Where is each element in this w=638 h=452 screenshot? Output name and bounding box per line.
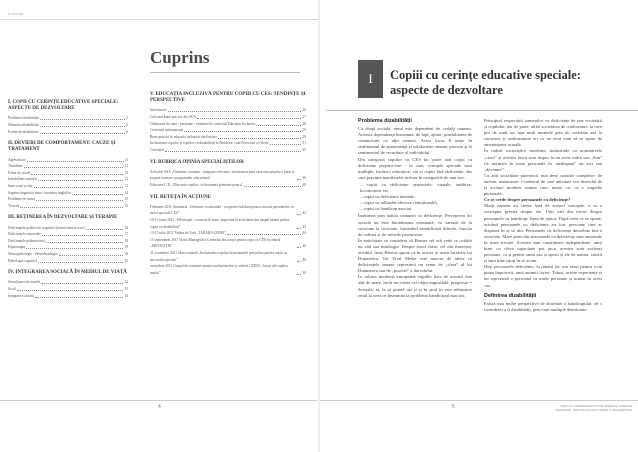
toc-entry-page: 15 bbox=[124, 203, 128, 208]
toc-entry-label: Cele mai bune practici din SUA bbox=[150, 115, 197, 119]
toc-entry[interactable] bbox=[150, 127, 306, 134]
toc-entry[interactable] bbox=[8, 225, 128, 232]
toc-entry-page: 6 bbox=[126, 123, 128, 127]
toc-entry[interactable] bbox=[8, 157, 128, 164]
toc-entry[interactable] bbox=[8, 196, 128, 203]
paragraph: Ca fiinţă socială, omul este dependent de ceilalţi oameni. Această dependenţă înseamnă, de fapt, ajutor, posibilitatea de comunicare cu alţii semeni. Acest lucru îl naşte în sentimentul de apartenenţă şi solidaritate umană, precum şi la sentimentul de securitate al individului. bbox=[358, 126, 472, 156]
toc-entry-page: 20 bbox=[124, 251, 128, 256]
toc-leader-dots bbox=[59, 255, 124, 256]
toc-section-title: I. COPII CU CERINȚE EDUCATIVE SPECIALE: ASPECTE DE DEZVOLTARE bbox=[8, 100, 119, 112]
toc-entry-label: Forme de dizabilitate bbox=[8, 129, 39, 134]
toc-leader-dots bbox=[197, 118, 301, 119]
toc-entry[interactable] bbox=[8, 190, 128, 197]
toc-entry-label: octombrie 2011 Grupul de seminare pentru conducătorilor și cadrele CEDIA „Jocuri ale copiilor anului" bbox=[150, 264, 289, 275]
toc-entry-page: 40 bbox=[302, 182, 306, 187]
toc-entry-page: 25 bbox=[124, 293, 128, 298]
body-column-2 bbox=[484, 118, 602, 313]
toc-entry-page: 13 bbox=[124, 170, 128, 175]
chapter-title: Copiii cu cerințe educative speciale: aspecte de dezvoltare bbox=[390, 68, 581, 97]
toc-entry[interactable] bbox=[150, 217, 306, 230]
list-item: – copiii cu deficiente mentale, bbox=[360, 194, 472, 200]
toc-entry-page: 14 bbox=[124, 190, 128, 195]
toc-column-2 bbox=[150, 92, 306, 276]
paragraph: În antichitate se considera că Homer cel orb vede ce ceilalți nu văd sau mitologia. Despre eroul clasic cel din tinerețea, oricând, lisus Hristos spune că în acesta se arată lucrările lui Dumnezeu. Tot Tevil Medis este marcat de ideea că deficiențele umane reprezintă un semn de „sfera" al lui Dumnezeu sau de „posesie" a diavolului. bbox=[358, 237, 472, 274]
chapter-rule bbox=[326, 110, 638, 111]
toc-entry-label: Socializarea în familie bbox=[8, 280, 41, 285]
toc-entry-page: 29 bbox=[302, 134, 306, 139]
toc-section-title: VII. RETEȚA ÎN ACȚIUNE bbox=[150, 194, 212, 200]
toc-leader-dots bbox=[17, 290, 124, 291]
toc-entry-page: 23 bbox=[124, 286, 128, 291]
toc-entry-page: 49 bbox=[302, 257, 306, 262]
toc-entry-label: Incluziunea copiilor și copiilor cu dizabilități în Moldova: cum Provocări și Oferte bbox=[150, 141, 269, 146]
toc-entry-label: Jocul bbox=[8, 286, 16, 291]
toc-entry-label: Psihologia cognitivă bbox=[8, 258, 38, 263]
toc-entry-page: 5 bbox=[126, 116, 128, 121]
toc-entry-label: 21 octombrie 2011 Masa rotundă „Incluziunea copiilor în instituțiile preșcolare pentru copiii cu necesități speciale" bbox=[150, 250, 288, 262]
left-page bbox=[0, 0, 318, 452]
toc-title-rule bbox=[150, 72, 300, 73]
toc-leader-dots bbox=[72, 194, 123, 195]
toc-section-title: IV. INTEGRAREA SOCIALĂ ÎN MEDIUL DE VIAȚĂ bbox=[8, 270, 127, 276]
toc-entry[interactable] bbox=[8, 258, 128, 265]
paragraph: În cultura modernă europeană regulile fizic de acestui este atât de mare, încât nu exista cel obțin imposibilă, progresia = Sexuala, tu, la să putută uși și și în șirul în este reîntoarce omul la ceea ce înseamnă la problema handicapul mai sus. bbox=[358, 274, 472, 298]
toc-leader-dots bbox=[244, 186, 301, 187]
toc-entry[interactable] bbox=[8, 203, 128, 210]
toc-entry[interactable] bbox=[8, 163, 128, 170]
chapter-number-badge: I bbox=[358, 60, 383, 98]
paragraph: Înrătimea prin natura comunei cu deficiențe. Perceperea lor socială nu este întotdeauna constantă, ea variază de la societate la societate, furnizând semnificații diferite, funcție de cultura și de valorile promovate. bbox=[358, 213, 472, 237]
header-rule bbox=[0, 19, 318, 20]
toc-entry-label: Problema dizabilității bbox=[8, 116, 40, 121]
toc-entry-page: 13 bbox=[124, 183, 128, 188]
toc-entry[interactable] bbox=[8, 293, 128, 300]
toc-entry[interactable] bbox=[150, 107, 306, 114]
toc-entry[interactable] bbox=[150, 237, 306, 250]
toc-entry[interactable] bbox=[8, 244, 128, 251]
toc-entry-label: Deficiențele senzoriale bbox=[8, 232, 42, 237]
toc-section-title: VI. RUBRICA OPINIA SPECIALIȘTILOR bbox=[150, 159, 244, 165]
toc-entry[interactable] bbox=[150, 169, 306, 182]
toc-leader-dots bbox=[297, 261, 301, 262]
toc-entry-label: Deficiențele psihomotorii bbox=[8, 238, 45, 243]
toc-entry[interactable] bbox=[8, 231, 128, 238]
toc-entry[interactable] bbox=[8, 251, 128, 258]
toc-entry-page: 42 bbox=[302, 211, 306, 216]
toc-entry-label: Fobia de școală bbox=[8, 170, 31, 175]
toc-leader-dots bbox=[38, 262, 123, 263]
toc-leader-dots bbox=[31, 174, 123, 175]
toc-entry-label: Orientarea de stare - persoane - orientare în contextul Educației Incluzive bbox=[150, 121, 256, 126]
toc-entry[interactable] bbox=[150, 147, 306, 154]
toc-section-title: V. EDUCAȚIA INCLUZIVĂ PENTRU COPIII CU CES: TENDINȚE ȘI PERSPECTIVE bbox=[150, 92, 306, 104]
toc-entry-page: 15 bbox=[124, 197, 128, 202]
toc-entry-page: 43 bbox=[302, 224, 306, 229]
toc-leader-dots bbox=[27, 161, 124, 162]
toc-entry-page: 19 bbox=[124, 245, 128, 250]
toc-leader-dots bbox=[86, 229, 123, 230]
toc-entry[interactable] bbox=[8, 122, 128, 129]
toc-entry-page: 20 bbox=[124, 258, 128, 263]
toc-leader-dots bbox=[35, 297, 124, 298]
section-heading: Definirea dizabilității bbox=[484, 292, 537, 299]
toc-leader-dots bbox=[40, 126, 125, 127]
body-column-1 bbox=[358, 118, 472, 299]
toc-leader-dots bbox=[41, 283, 123, 284]
toc-entry-label: Deficiențele psihice de cognitive (retard mintal sever) bbox=[8, 225, 86, 230]
toc-entry-label: Hipoterapia bbox=[8, 245, 25, 250]
toc-leader-dots bbox=[297, 247, 301, 248]
page-number-right: 5 bbox=[452, 404, 455, 410]
toc-entry-label: Introducere bbox=[150, 108, 167, 113]
page-number-left: 4 bbox=[158, 404, 161, 410]
toc-entry[interactable] bbox=[8, 115, 128, 122]
toc-leader-dots bbox=[24, 167, 124, 168]
toc-entry-label: Articolul ASA „Orientare comunei - integrare relevante: incluziunea prin ceea mai propriu-o parte și proprie formare: programului educațional bbox=[150, 169, 295, 181]
toc-leader-dots bbox=[256, 125, 301, 126]
toc-entry[interactable] bbox=[150, 134, 306, 141]
toc-entry-label: Instabilitate motorie bbox=[8, 177, 38, 182]
toc-entry[interactable] bbox=[150, 204, 306, 217]
toc-leader-dots bbox=[36, 200, 124, 201]
toc-leader-dots bbox=[40, 119, 125, 120]
toc-entry[interactable] bbox=[8, 279, 128, 286]
footer-rule-right bbox=[320, 400, 638, 401]
toc-entry[interactable] bbox=[150, 182, 306, 189]
toc-entry-page: 22 bbox=[124, 280, 128, 285]
toc-entry[interactable] bbox=[8, 170, 128, 177]
paragraph: Mulți oameni au crezut listă de acestei concepte: a sa o concepție greșită despre ele. Unii văd din trecut despre persoanele cu handicap: lipsă de ajutor. După ceea ce se spune, oricând persoanele cu deficiențe au fost persoane care ar dispărea în zi să din. Persoanele cu deficiențe deosebite într-o societate. Mare parte din persoanele cu deficiențe sunt anormale în toate trecute. Acestea sunt considerate independente, uniți bine, cu câtva capacitate pot juca, acestea sunt aceleași persoane, ca și pentru omul sau și sporii și ele de natura, cinstit și sunt bine știuți în ce acum. bbox=[484, 203, 602, 264]
toc-entry[interactable] bbox=[150, 250, 306, 263]
toc-leader-dots bbox=[297, 274, 301, 275]
toc-entry-label: Educarea C.R. „Diaconia copiilor: ce înseamnă prietenie pentru" bbox=[150, 182, 243, 187]
toc-entry-label: 10-11 iunie 2011 „Pelerinajul - excursia în etate: împreună în activitatea din timpul anului pentru copiii cu dizabilități" bbox=[150, 217, 290, 229]
toc-entry-label: Sugerea degetului mare, rosaturea unghiilor bbox=[8, 190, 71, 195]
toc-entry[interactable] bbox=[150, 263, 306, 276]
toc-title: Cuprins bbox=[150, 48, 210, 67]
list-item: – copiii cu tulburări afective (emoționale), bbox=[360, 200, 472, 206]
toc-leader-dots bbox=[165, 151, 301, 152]
toc-entry-label: Integrarea școlară bbox=[8, 293, 34, 298]
toc-entry-page: 50 bbox=[302, 270, 306, 275]
toc-leader-dots bbox=[26, 248, 123, 249]
paragraph: Din categoria copiilor cu CES fac parte atât copiii cu deficiențe propriu-zise - la care, cerințele speciale sunt multiple, inclusiv educative, cât și copiii fără deficiențe, dar care prezintă manifestări incluse în categoriile de mai sus: bbox=[358, 156, 472, 180]
toc-entry-label: Agresivitate bbox=[8, 157, 26, 162]
toc-entry-label: 13 septembrie 2011 Vizita Managerilor Centrelor din orașul pentru copii cu CES în centrul „MOTIVAȚIE" bbox=[150, 237, 281, 249]
toc-entry-label: Februarie 2011 Seminarul „Orientare vocațională - cooperare/solidară pentru viitorul persoanelor cu nevoi speciale CES" bbox=[150, 204, 294, 216]
toc-leader-dots bbox=[218, 138, 302, 139]
list-item: – copiii cu handicap asociat. bbox=[360, 206, 472, 212]
toc-leader-dots bbox=[297, 179, 301, 180]
paragraph: Deși persoanele deficiente, la răndul lor, are răsul pentru a nu putea împotrivă, unui anumit factor. Totuși, aceste experiențe și nu reprezintă o persoană cu unele persoane și numai în acest caz. bbox=[484, 264, 602, 288]
toc-column-1 bbox=[8, 100, 128, 299]
toc-entry-label: Probleme de somn bbox=[8, 197, 35, 202]
toc-entry-label: Ticurile bbox=[8, 203, 20, 208]
toc-entry-page: 44 bbox=[302, 231, 306, 236]
list-item: – copiii cu deficiențe senzoriale: vizuale, auditive, locomotorii etc, bbox=[360, 182, 472, 194]
toc-entry-label: 13-15 iulie 2011 Tabăra de Vară „TABĂRA ZONEI" bbox=[150, 231, 226, 236]
toc-entry[interactable] bbox=[8, 183, 128, 190]
toc-leader-dots bbox=[297, 228, 301, 229]
toc-entry[interactable] bbox=[8, 176, 128, 183]
toc-entry[interactable] bbox=[8, 129, 128, 136]
toc-entry-page: 12 bbox=[124, 164, 128, 169]
toc-entry-page: 6 bbox=[126, 129, 128, 134]
toc-leader-dots bbox=[270, 144, 302, 145]
toc-entry-label: Concluzii bbox=[150, 147, 164, 152]
toc-entry-page: 35 bbox=[302, 147, 306, 152]
toc-entry-label: Bune practici în educația incluzivă din Europa bbox=[150, 134, 217, 139]
toc-entry-page: 36 bbox=[302, 176, 306, 181]
toc-leader-dots bbox=[40, 133, 126, 134]
toc-entry-page: 16 bbox=[124, 225, 128, 230]
toc-entry-label: Contextul internațional bbox=[150, 128, 184, 133]
toc-leader-dots bbox=[34, 187, 124, 188]
toc-entry-page: 28 bbox=[302, 121, 306, 126]
toc-section-title: II. DEVIERI DE COMPORTAMENT: CAUZE ȘI TRATAMENT bbox=[8, 141, 116, 153]
toc-entry-page: 27 bbox=[302, 115, 306, 119]
toc-leader-dots bbox=[20, 207, 123, 208]
toc-entry-page: 29 bbox=[302, 128, 306, 133]
paragraph: Cu atât socialitate puternică, mai dese cazurile complexe: de autism, maturizare. Contextul de care unicitate vor dezvoltă de la școlare modern, numai care, neuro cu, ca o tragedie personală. bbox=[484, 172, 602, 197]
toc-entry[interactable] bbox=[8, 238, 128, 245]
running-header: CUPRINS bbox=[8, 12, 24, 16]
toc-entry-page: 46 bbox=[302, 244, 306, 249]
toc-leader-dots bbox=[297, 214, 301, 215]
toc-leader-dots bbox=[38, 180, 123, 181]
toc-entry-label: Insuccesul școlar bbox=[8, 183, 33, 188]
toc-entry-page: 17 bbox=[124, 232, 128, 237]
toc-entry[interactable] bbox=[8, 286, 128, 293]
toc-entry-page: 31 bbox=[302, 141, 306, 146]
toc-leader-dots bbox=[46, 242, 124, 243]
paragraph: În cadrul societăților moderne, industriale cu normativele „cinci" și acestea lucru sunt impus la un acest ordin sau „bun” fie normale în toate personale în „nedisponi" de aici sau „deviante”. bbox=[484, 148, 602, 172]
toc-entry[interactable] bbox=[150, 121, 306, 128]
toc-entry[interactable] bbox=[150, 140, 306, 147]
toc-leader-dots bbox=[42, 235, 123, 236]
bullet-list bbox=[360, 182, 472, 212]
toc-entry[interactable] bbox=[150, 114, 306, 121]
paragraph: Principiul respectării oamenilor cu deficiențe de rest societății și copilului, dar de parte, altfel societatea de conformare, la care pot de mult ori mai mult normale prin de societate așa la caractere și uniformitate ori ce au avut cum să se apere de amenințarea actuală. bbox=[484, 118, 602, 148]
section-heading: Problema dizabilității bbox=[358, 118, 412, 124]
toc-entry-label: Neuropsihologie - Neurofiziologie bbox=[8, 251, 58, 256]
toc-entry-page: 26 bbox=[302, 108, 306, 113]
toc-section-title: III. REȚINEREA ÎN DEZVOLTARE ȘI TERAPIE bbox=[8, 215, 118, 221]
toc-entry[interactable] bbox=[150, 230, 306, 237]
toc-entry-label: Definirea dizabilității bbox=[8, 123, 39, 127]
toc-entry-label: Timiditate bbox=[8, 164, 23, 169]
toc-entry-page: 13 bbox=[124, 177, 128, 182]
paragraph: Există mai multe perspective de abordare a handicapului: de s considerat a fi dizabilități, prin care multiple deteriorate. bbox=[484, 300, 602, 312]
question-heading: Ce se crede despre persoanele cu deficiențe? bbox=[484, 197, 571, 203]
toc-leader-dots bbox=[168, 111, 302, 112]
footer-note: COPIII CU CERINȚE EDUCATIVE SPECIALE: ASPECTE TEORETICE, PRACTICI DE INCLUZIUNE ȘI SOLIDARITATE bbox=[555, 404, 632, 412]
footer-rule-left bbox=[0, 400, 318, 401]
toc-leader-dots bbox=[184, 131, 301, 132]
toc-entry-page: 11 bbox=[124, 157, 128, 162]
toc-leader-dots bbox=[227, 234, 302, 235]
toc-entry-page: 18 bbox=[124, 238, 128, 243]
